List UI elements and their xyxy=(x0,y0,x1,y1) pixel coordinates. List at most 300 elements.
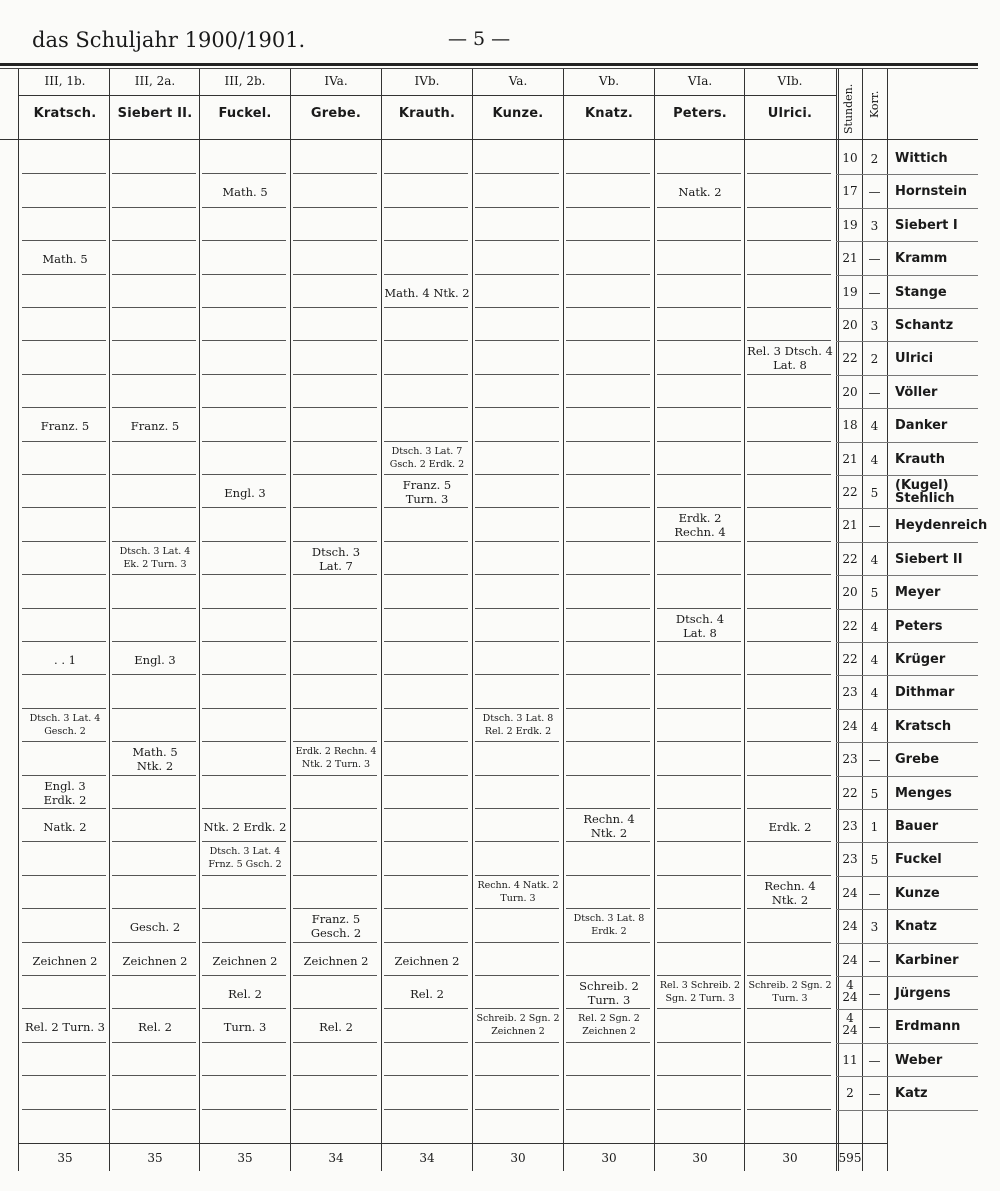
cell-rule xyxy=(112,1042,196,1043)
schedule-cell: Franz. 5 xyxy=(40,419,90,434)
cell-rule xyxy=(475,741,559,742)
cell-rule xyxy=(384,173,468,174)
row-hours: 23 xyxy=(842,819,858,833)
cell-rule xyxy=(657,541,741,542)
cell-rule xyxy=(293,507,377,508)
row-korr: 5 xyxy=(870,786,879,801)
row-teacher-name: Krüger xyxy=(895,652,946,667)
cell-rule xyxy=(384,1042,468,1043)
row-teacher-name: Siebert II xyxy=(895,551,963,567)
row-teacher-name: Menges xyxy=(895,785,952,801)
cell-rule xyxy=(384,541,468,542)
cell-rule xyxy=(657,1008,741,1009)
row-korr: 2 xyxy=(870,352,879,367)
cell-rule xyxy=(112,1075,196,1076)
schedule-cell: Rel. 2 Turn. 3 xyxy=(24,1020,106,1035)
cell-rule xyxy=(657,908,741,909)
cell-rule xyxy=(22,608,106,609)
row-korr: 3 xyxy=(870,319,879,333)
cell-rule xyxy=(112,274,196,275)
row-korr: — xyxy=(868,1087,881,1102)
row-hours: 4 24 xyxy=(842,978,858,1004)
cell-rule xyxy=(657,741,741,742)
row-teacher-name: Kramm xyxy=(895,251,948,267)
column-class-label: III, 2b. xyxy=(224,74,266,88)
cell-rule xyxy=(566,274,650,275)
cell-rule xyxy=(384,307,468,308)
cell-rule xyxy=(475,841,559,842)
row-rule xyxy=(836,575,978,576)
cell-rule xyxy=(475,474,559,475)
grand-total: 595 xyxy=(838,1151,862,1165)
cell-rule xyxy=(657,407,741,408)
cell-rule xyxy=(475,1042,559,1043)
cell-rule xyxy=(566,741,650,742)
page-number: — 5 — xyxy=(448,28,511,50)
row-teacher-name: Stange xyxy=(895,284,947,300)
schedule-cell: Zeichnen 2 xyxy=(122,953,188,968)
row-hours: 22 xyxy=(842,551,858,566)
row-teacher-name: Siebert I xyxy=(895,217,958,233)
cell-rule xyxy=(384,674,468,675)
cell-rule xyxy=(293,975,377,976)
cell-rule xyxy=(202,274,286,275)
row-hours: 22 xyxy=(842,652,858,666)
cell-rule xyxy=(747,307,831,308)
cell-rule xyxy=(293,1109,377,1110)
cell-rule xyxy=(566,641,650,642)
row-rule xyxy=(836,642,978,643)
row-korr: — xyxy=(868,753,881,768)
schedule-cell: Franz. 5 Gesch. 2 xyxy=(310,912,362,941)
cell-rule xyxy=(112,908,196,909)
column-class-label: III, 2a. xyxy=(134,74,176,88)
cell-rule xyxy=(293,274,377,275)
row-hours: 17 xyxy=(842,184,858,199)
cell-rule xyxy=(293,942,377,943)
cell-rule xyxy=(202,674,286,675)
cell-rule xyxy=(475,608,559,609)
row-hours: 22 xyxy=(842,485,858,499)
row-rule xyxy=(836,943,978,944)
schedule-cell: Dtsch. 3 Lat. 8 Rel. 2 Erdk. 2 xyxy=(482,712,554,737)
schedule-cell: Franz. 5 xyxy=(130,419,180,434)
schedule-cell: Dtsch. 3 Lat. 8 Erdk. 2 xyxy=(573,913,645,938)
row-rule xyxy=(836,742,978,743)
cell-rule xyxy=(566,407,650,408)
page-header-title: das Schuljahr 1900/1901. xyxy=(32,28,306,52)
row-hours: 23 xyxy=(842,752,858,767)
cell-rule xyxy=(566,708,650,709)
row-korr: 5 xyxy=(870,853,879,868)
cell-rule xyxy=(293,708,377,709)
cell-rule xyxy=(22,474,106,475)
cell-rule xyxy=(566,1109,650,1110)
row-korr: — xyxy=(868,953,881,968)
cell-rule xyxy=(657,875,741,876)
cell-rule xyxy=(384,474,468,475)
cell-rule xyxy=(202,908,286,909)
cell-rule xyxy=(657,240,741,241)
schedule-cell: Rechn. 4 Natk. 2 Turn. 3 xyxy=(477,879,559,904)
cell-rule xyxy=(22,541,106,542)
cell-rule xyxy=(202,1008,286,1009)
column-class-label: Vb. xyxy=(598,74,620,88)
schedule-cell: Rel. 2 xyxy=(228,987,262,1001)
row-rule xyxy=(836,842,978,843)
schedule-cell: Rechn. 4 Ntk. 2 xyxy=(764,878,816,907)
row-teacher-name: Fuckel xyxy=(895,852,942,868)
cell-rule xyxy=(112,808,196,809)
cell-rule xyxy=(747,574,831,575)
row-hours: 23 xyxy=(842,852,858,867)
table-column-rule xyxy=(836,69,837,1171)
header-row-rule xyxy=(18,95,836,96)
cell-rule xyxy=(22,274,106,275)
column-class-label: Va. xyxy=(508,74,528,88)
row-rule xyxy=(836,408,978,409)
cell-rule xyxy=(475,541,559,542)
cell-rule xyxy=(384,340,468,341)
cell-rule xyxy=(384,441,468,442)
cell-rule xyxy=(657,608,741,609)
row-teacher-name: Jürgens xyxy=(895,986,951,1001)
cell-rule xyxy=(475,173,559,174)
schedule-cell: Schreib. 2 Sgn. 2 Zeichnen 2 xyxy=(476,1013,560,1038)
row-korr: — xyxy=(868,1020,881,1035)
row-rule xyxy=(836,709,978,710)
cell-rule xyxy=(747,942,831,943)
row-rule xyxy=(836,341,978,342)
korr-column-header: Korr. xyxy=(868,90,881,118)
cell-rule xyxy=(22,207,106,208)
schedule-cell: Natk. 2 xyxy=(43,820,87,834)
cell-rule xyxy=(112,507,196,508)
schedule-cell: Dtsch. 3 Lat. 7 Gsch. 2 Erdk. 2 xyxy=(389,445,465,470)
schedule-cell: Rechn. 4 Ntk. 2 xyxy=(583,812,635,840)
hours-column-header: Stunden. xyxy=(842,83,855,134)
cell-rule xyxy=(747,1008,831,1009)
row-rule xyxy=(836,475,978,476)
cell-rule xyxy=(293,1008,377,1009)
cell-rule xyxy=(566,240,650,241)
cell-rule xyxy=(112,942,196,943)
cell-rule xyxy=(112,441,196,442)
schedule-cell: Dtsch. 3 Lat. 4 Ek. 2 Turn. 3 xyxy=(119,545,191,570)
cell-rule xyxy=(657,274,741,275)
row-hours: 11 xyxy=(842,1052,858,1067)
cell-rule xyxy=(747,507,831,508)
schedule-cell: Natk. 2 xyxy=(678,185,722,200)
cell-rule xyxy=(475,808,559,809)
schedule-cell: Math. 5 xyxy=(222,185,268,200)
column-teacher-label: Peters. xyxy=(673,106,727,121)
cell-rule xyxy=(202,374,286,375)
cell-rule xyxy=(22,674,106,675)
column-total: 35 xyxy=(237,1151,253,1165)
cell-rule xyxy=(475,975,559,976)
cell-rule xyxy=(747,641,831,642)
cell-rule xyxy=(747,407,831,408)
row-korr: 2 xyxy=(870,152,879,166)
row-rule xyxy=(836,542,978,543)
cell-rule xyxy=(657,1109,741,1110)
cell-rule xyxy=(747,173,831,174)
table-column-rule xyxy=(887,69,888,1171)
schedule-cell: Dtsch. 3 Lat. 4 Frnz. 5 Gsch. 2 xyxy=(208,846,282,871)
cell-rule xyxy=(293,407,377,408)
column-total: 34 xyxy=(419,1151,435,1165)
cell-rule xyxy=(293,674,377,675)
cell-rule xyxy=(657,474,741,475)
cell-rule xyxy=(202,608,286,609)
cell-rule xyxy=(657,641,741,642)
row-hours: 4 24 xyxy=(842,1011,858,1038)
schedule-cell: Ntk. 2 Erdk. 2 xyxy=(203,820,287,834)
cell-rule xyxy=(293,340,377,341)
column-total: 35 xyxy=(147,1151,163,1165)
cell-rule xyxy=(566,1075,650,1076)
row-korr: 5 xyxy=(870,586,879,601)
cell-rule xyxy=(112,608,196,609)
column-teacher-label: Ulrici. xyxy=(767,106,813,121)
cell-rule xyxy=(202,474,286,475)
table-column-rule xyxy=(18,69,19,1171)
row-korr: 3 xyxy=(870,920,879,935)
cell-rule xyxy=(384,841,468,842)
cell-rule xyxy=(657,340,741,341)
column-class-label: III, 1b. xyxy=(44,74,86,88)
schedule-cell: Dtsch. 4 Lat. 8 xyxy=(675,611,725,640)
cell-rule xyxy=(22,441,106,442)
row-teacher-name: Weber xyxy=(895,1052,943,1068)
cell-rule xyxy=(293,173,377,174)
row-hours: 19 xyxy=(842,284,858,299)
cell-rule xyxy=(293,741,377,742)
cell-rule xyxy=(293,775,377,776)
cell-rule xyxy=(384,374,468,375)
cell-rule xyxy=(384,274,468,275)
row-korr: — xyxy=(868,385,881,400)
row-teacher-name: Erdmann xyxy=(895,1019,961,1035)
cell-rule xyxy=(22,574,106,575)
row-hours: 2 xyxy=(846,1086,854,1101)
cell-rule xyxy=(112,541,196,542)
cell-rule xyxy=(202,975,286,976)
row-rule xyxy=(836,241,978,242)
cell-rule xyxy=(566,841,650,842)
cell-rule xyxy=(475,942,559,943)
cell-rule xyxy=(22,775,106,776)
row-hours: 24 xyxy=(842,718,858,733)
row-hours: 24 xyxy=(842,952,858,967)
cell-rule xyxy=(293,641,377,642)
schedule-cell: Rel. 2 Sgn. 2 Zeichnen 2 xyxy=(578,1013,640,1038)
cell-rule xyxy=(384,741,468,742)
cell-rule xyxy=(475,574,559,575)
row-korr: 4 xyxy=(870,552,879,567)
cell-rule xyxy=(202,507,286,508)
cell-rule xyxy=(657,507,741,508)
schedule-cell: Zeichnen 2 xyxy=(32,953,98,968)
row-rule xyxy=(836,174,978,175)
cell-rule xyxy=(112,307,196,308)
cell-rule xyxy=(202,1042,286,1043)
cell-rule xyxy=(657,1075,741,1076)
cell-rule xyxy=(747,240,831,241)
cell-rule xyxy=(566,173,650,174)
schedule-cell: . . 1 xyxy=(54,653,76,667)
cell-rule xyxy=(475,1008,559,1009)
schedule-cell: Erdk. 2 Rechn. 4 xyxy=(674,511,726,540)
cell-rule xyxy=(22,1075,106,1076)
row-rule xyxy=(836,609,978,610)
cell-rule xyxy=(657,975,741,976)
row-korr: 4 xyxy=(870,653,879,667)
cell-rule xyxy=(475,1109,559,1110)
cell-rule xyxy=(566,207,650,208)
schedule-cell: Franz. 5 Turn. 3 xyxy=(402,478,452,506)
cell-rule xyxy=(747,775,831,776)
cell-rule xyxy=(384,975,468,976)
column-total: 30 xyxy=(510,1151,526,1165)
cell-rule xyxy=(384,775,468,776)
cell-rule xyxy=(566,474,650,475)
column-teacher-label: Kunze. xyxy=(492,106,544,121)
column-teacher-label: Grebe. xyxy=(310,106,362,121)
cell-rule xyxy=(202,775,286,776)
cell-rule xyxy=(475,875,559,876)
cell-rule xyxy=(22,1042,106,1043)
row-rule xyxy=(836,1076,978,1077)
cell-rule xyxy=(657,674,741,675)
table-column-rule xyxy=(290,69,291,1171)
row-hours: 20 xyxy=(842,318,858,332)
cell-rule xyxy=(22,507,106,508)
cell-rule xyxy=(475,674,559,675)
cell-rule xyxy=(747,741,831,742)
cell-rule xyxy=(475,908,559,909)
cell-rule xyxy=(566,674,650,675)
cell-rule xyxy=(293,1042,377,1043)
cell-rule xyxy=(747,274,831,275)
cell-rule xyxy=(22,808,106,809)
row-korr: 1 xyxy=(870,820,879,834)
cell-rule xyxy=(22,1008,106,1009)
column-total: 34 xyxy=(328,1151,344,1165)
cell-rule xyxy=(566,808,650,809)
cell-rule xyxy=(475,1075,559,1076)
cell-rule xyxy=(112,173,196,174)
cell-rule xyxy=(384,641,468,642)
cell-rule xyxy=(657,775,741,776)
schedule-cell: Engl. 3 Erdk. 2 xyxy=(43,778,87,807)
cell-rule xyxy=(384,207,468,208)
cell-rule xyxy=(112,207,196,208)
row-hours: 21 xyxy=(842,251,858,266)
cell-rule xyxy=(475,708,559,709)
cell-rule xyxy=(566,574,650,575)
cell-rule xyxy=(112,240,196,241)
cell-rule xyxy=(384,808,468,809)
column-class-label: IVb. xyxy=(414,74,440,88)
row-teacher-name: Grebe xyxy=(895,752,940,768)
table-column-rule xyxy=(109,69,110,1171)
schedule-cell: Dtsch. 3 Lat. 4 Gesch. 2 xyxy=(29,712,101,737)
schedule-cell: Dtsch. 3 Lat. 7 xyxy=(311,544,361,573)
row-korr: 4 xyxy=(870,419,879,434)
cell-rule xyxy=(202,407,286,408)
schedule-cell: Rel. 3 Dtsch. 4 Lat. 8 xyxy=(747,344,833,373)
cell-rule xyxy=(202,1109,286,1110)
cell-rule xyxy=(293,608,377,609)
column-teacher-label: Knatz. xyxy=(584,106,634,121)
schedule-cell: Math. 4 Ntk. 2 xyxy=(384,285,470,300)
cell-rule xyxy=(566,1008,650,1009)
cell-rule xyxy=(112,674,196,675)
row-teacher-name: Völler xyxy=(895,384,938,400)
column-teacher-label: Fuckel. xyxy=(218,106,272,121)
cell-rule xyxy=(22,741,106,742)
row-rule xyxy=(836,508,978,509)
schedule-cell: Zeichnen 2 xyxy=(303,953,369,968)
column-class-label: VIa. xyxy=(687,74,713,88)
cell-rule xyxy=(747,875,831,876)
cell-rule xyxy=(384,574,468,575)
row-teacher-name: Danker xyxy=(895,418,948,434)
cell-rule xyxy=(22,1109,106,1110)
row-korr: 5 xyxy=(870,486,879,500)
cell-rule xyxy=(202,641,286,642)
row-teacher-name: Karbiner xyxy=(895,952,959,968)
cell-rule xyxy=(112,775,196,776)
cell-rule xyxy=(747,541,831,542)
cell-rule xyxy=(22,340,106,341)
cell-rule xyxy=(657,841,741,842)
cell-rule xyxy=(747,975,831,976)
cell-rule xyxy=(566,775,650,776)
row-korr: — xyxy=(868,886,881,901)
row-rule xyxy=(836,976,978,977)
cell-rule xyxy=(22,173,106,174)
cell-rule xyxy=(475,374,559,375)
row-teacher-name: Katz xyxy=(895,1086,928,1102)
row-teacher-name: Meyer xyxy=(895,585,941,601)
cell-rule xyxy=(475,207,559,208)
cell-rule xyxy=(566,441,650,442)
cell-rule xyxy=(384,407,468,408)
column-total: 35 xyxy=(57,1151,73,1165)
table-column-rule xyxy=(199,69,200,1171)
cell-rule xyxy=(657,708,741,709)
cell-rule xyxy=(566,908,650,909)
row-hours: 22 xyxy=(842,785,858,800)
schedule-cell: Gesch. 2 xyxy=(129,920,181,935)
cell-rule xyxy=(657,374,741,375)
cell-rule xyxy=(657,173,741,174)
cell-rule xyxy=(747,207,831,208)
schedule-cell: Erdk. 2 xyxy=(768,820,812,834)
row-rule xyxy=(836,375,978,376)
cell-rule xyxy=(475,340,559,341)
cell-rule xyxy=(112,374,196,375)
cell-rule xyxy=(566,1042,650,1043)
cell-rule xyxy=(566,374,650,375)
cell-rule xyxy=(566,340,650,341)
cell-rule xyxy=(22,942,106,943)
cell-rule xyxy=(747,608,831,609)
cell-rule xyxy=(293,474,377,475)
